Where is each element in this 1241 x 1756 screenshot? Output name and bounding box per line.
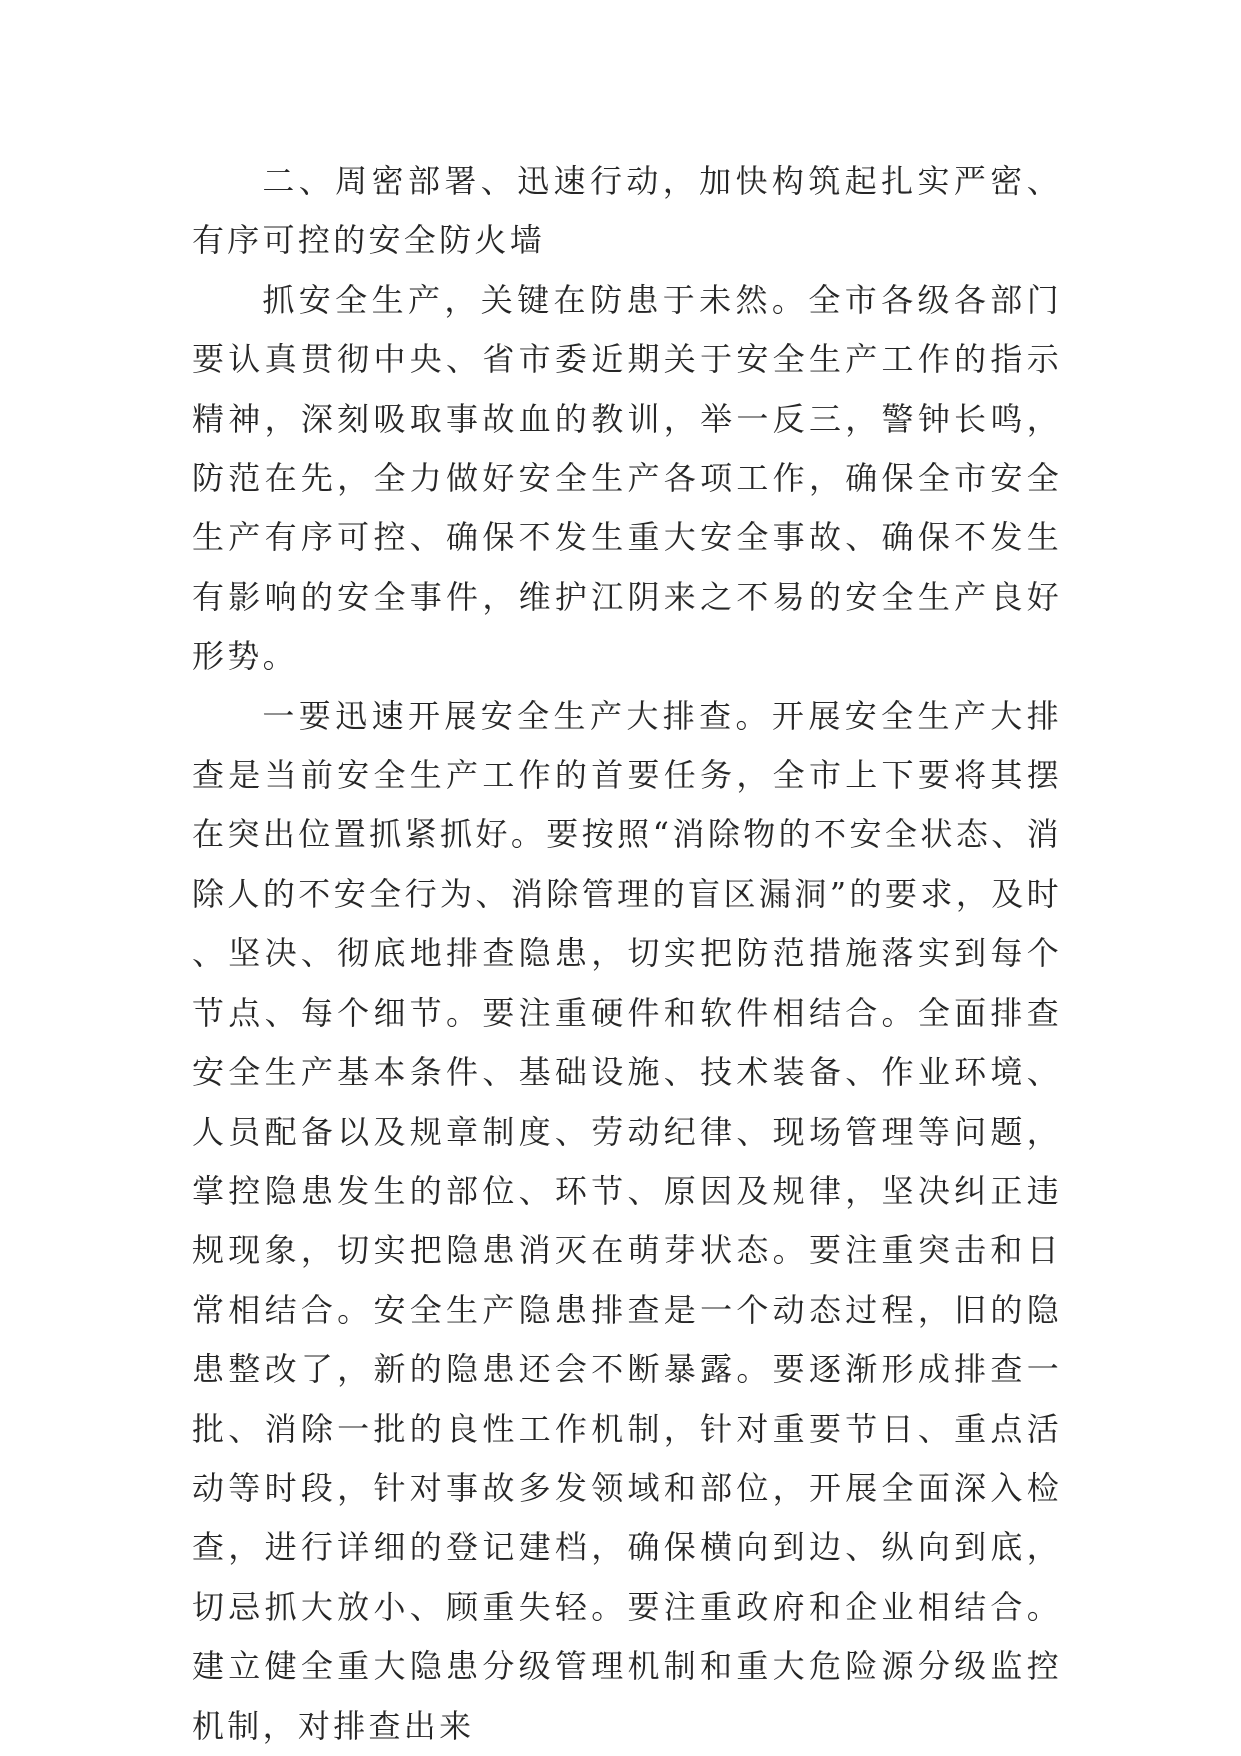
section-heading: 二、周密部署、迅速行动，加快构筑起扎实严密、有序可控的安全防火墙 <box>192 162 1062 260</box>
paragraph-intro: 抓安全生产，关键在防患于未然。全市各级各部门要认真贯彻中央、省市委近期关于安全生产工作的指示精神，深刻吸取事故血的教训，举一反三，警钟长鸣，防范在先，全力做好安全生产各项工作，确保全市安全生产有序可控、确保不发生重大安全事故、确保不发生有影响的安全事件，维护江阴来之不易的安全生产良好形势。 <box>192 280 1062 676</box>
document-body <box>192 152 1062 1756</box>
paragraph-inspection: 一要迅速开展安全生产大排查。开展安全生产大排查是当前安全生产工作的首要任务，全市上下要将其摆在突出位置抓紧抓好。要按照“消除物的不安全状态、消除人的不安全行为、消除管理的盲区漏洞”的要求，及时、坚决、彻底地排查隐患，切实把防范措施落实到每个节点、每个细节。要注重硬件和软件相结合。全面排查安全生产基本条件、基础设施、技术装备、作业环境、人员配备以及规章制度、劳动纪律、现场管理等问题，掌控隐患发生的部位、环节、原因及规律，坚决纠正违规现象，切实把隐患消灭在萌芽状态。要注重突击和日常相结合。安全生产隐患排查是一个动态过程，旧的隐患整改了，新的隐患还会不断暴露。要逐渐形成排查一批、消除一批的良性工作机制，针对重要节日、重点活动等时段，针对事故多发领域和部位，开展全面深入检查，进行详细的登记建档，确保横向到边、纵向到底，切忌抓大放小、顾重失轻。要注重政府和企业相结合。建立健全重大隐患分级管理机制和重大危险源分级监控机制，对排查出来 <box>192 696 1062 1745</box>
